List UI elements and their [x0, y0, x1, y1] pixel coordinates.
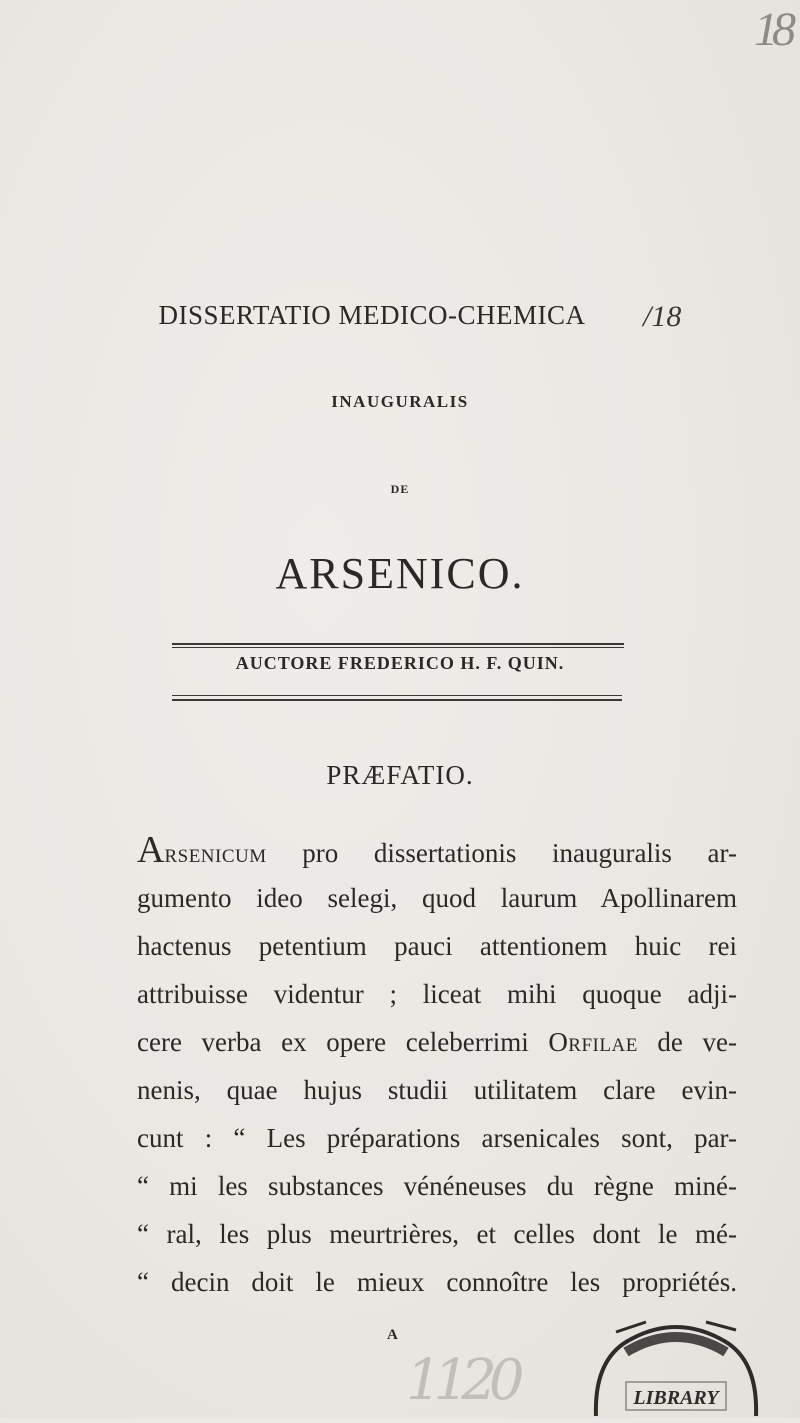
- divider-top-thin: [172, 647, 624, 648]
- body-line: gumento ideo selegi, quod laurum Apollinarem: [137, 883, 737, 913]
- drop-cap: A: [137, 829, 165, 871]
- section-heading-praefatio: PRÆFATIO.: [326, 760, 474, 790]
- body-line: nenis, quae hujus studii utilitatem clare evin-: [137, 1075, 737, 1105]
- divider-top: [172, 643, 624, 645]
- body-line: attribuisse videntur ; liceat mihi quoque adji-: [137, 979, 737, 1009]
- body-line: hactenus petentium pauci attentionem huic rei: [137, 931, 737, 961]
- library-stamp: [586, 1312, 766, 1418]
- body-line: cunt : “ Les préparations arsenicales sont, par-: [137, 1123, 737, 1153]
- library-stamp-icon: [586, 1312, 766, 1418]
- pencil-shelf-mark: 1120: [406, 1348, 517, 1413]
- subtitle-inauguralis: INAUGURALIS: [331, 392, 469, 411]
- body-line: “ decin doit le mieux connoître les propriétés.: [137, 1267, 737, 1297]
- handwritten-title-mark: /18: [643, 300, 682, 333]
- divider-bottom-thin: [172, 695, 622, 696]
- subtitle-de: DE: [390, 482, 410, 496]
- main-title-arsenico: ARSENICO.: [275, 549, 525, 598]
- corner-pencil-mark: 18: [754, 3, 790, 56]
- body-line: Arsenicum pro dissertationis inauguralis ar-: [137, 829, 737, 871]
- body-line: “ ral, les plus meurtrières, et celles dont le mé-: [137, 1219, 737, 1249]
- body-text: [137, 826, 737, 1306]
- title-text: DISSERTATIO MEDICO-CHEMICA: [158, 300, 586, 330]
- author-line: AUCTORE FREDERICO H. F. QUIN.: [235, 653, 565, 673]
- signature-mark: A: [387, 1327, 398, 1343]
- body-line: “ mi les substances vénéneuses du règne miné-: [137, 1171, 737, 1201]
- divider-bottom: [172, 699, 622, 701]
- body-line: cere verba ex opere celeberrimi Orfilae de ve-: [137, 1027, 737, 1057]
- stamp-label: LIBRARY: [633, 1387, 719, 1409]
